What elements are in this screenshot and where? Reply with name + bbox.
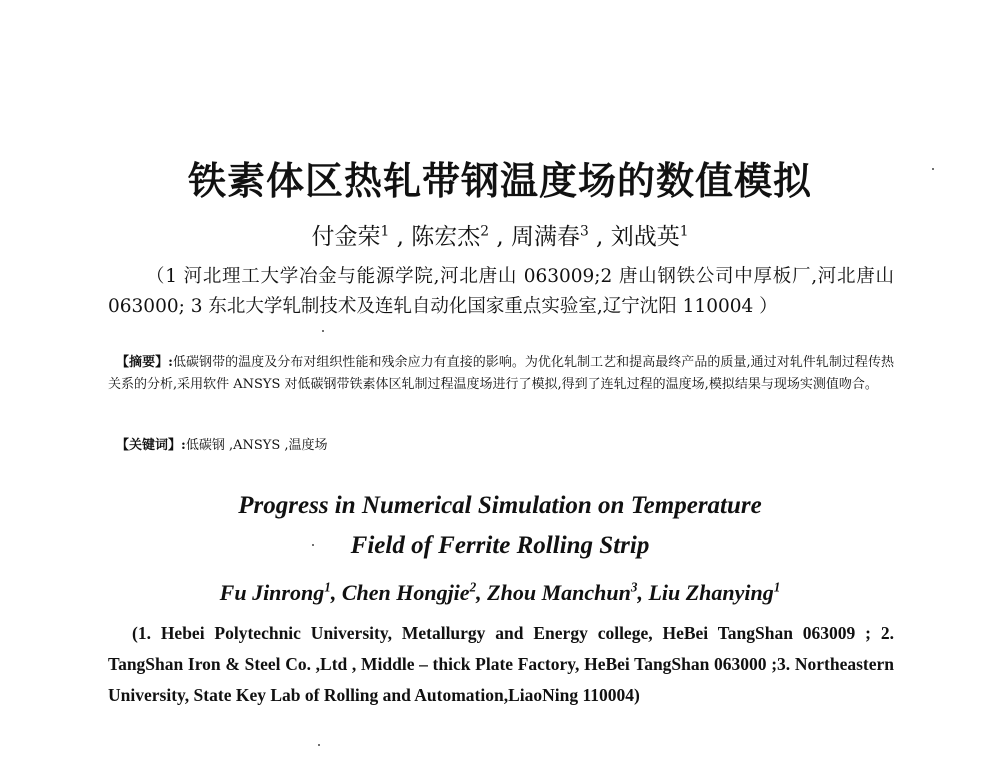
author-separator: ,: [637, 580, 649, 605]
chinese-authors: [0, 218, 1000, 251]
english-title: [0, 486, 1000, 566]
chinese-keywords: [116, 435, 896, 457]
keywords-label: 【关键词】:: [116, 438, 186, 453]
author-en: [648, 580, 780, 605]
author-affil-mark: 2: [480, 223, 490, 240]
author-cn: [511, 224, 589, 250]
scan-speck: [932, 168, 934, 170]
author-name: 周满春: [510, 224, 580, 250]
author-name: Chen Hongjie: [341, 580, 470, 605]
chinese-abstract: [108, 352, 894, 396]
author-affil-mark: 3: [579, 223, 589, 240]
author-name: 付金荣: [311, 224, 381, 250]
author-en: [342, 580, 476, 605]
author-affil-mark: 1: [773, 579, 781, 595]
author-en: [220, 580, 331, 605]
author-cn: [312, 224, 390, 250]
abstract-text: 低碳钢带的温度及分布对组织性能和残余应力有直接的影响。为优化轧制工艺和提高最终产品的质量,通过对轧件轧制过程传热关系的分析,采用软件 ANSYS 对低碳钢带铁素体区轧制过程温度场进行了模拟,得到了连轧过程的温度场,模拟结果与现场实测值吻合。: [108, 355, 894, 392]
author-name: Liu Zhanying: [648, 580, 774, 605]
english-title-line: Progress in Numerical Simulation on Temperature: [238, 492, 762, 519]
author-affil-mark: 1: [324, 579, 331, 595]
chinese-affiliations: （1 河北理工大学冶金与能源学院,河北唐山 063009;2 唐山钢铁公司中厚板厂,河北唐山 063000; 3 东北大学轧制技术及连轧自动化国家重点实验室,辽宁沈阳 110004 ）: [108, 266, 894, 317]
scan-speck: [312, 544, 314, 546]
author-cn: [611, 224, 689, 250]
author-affil-mark: 2: [469, 579, 477, 595]
author-separator: ,: [330, 580, 342, 605]
scan-speck: [322, 330, 324, 332]
author-separator: ,: [389, 224, 412, 250]
author-affil-mark: 3: [630, 579, 638, 595]
chinese-title: 铁素体区热轧带钢温度场的数值模拟: [187, 158, 812, 203]
scan-speck: [318, 744, 320, 746]
author-name: 陈宏杰: [411, 224, 481, 250]
author-name: Fu Jinrong: [219, 580, 325, 605]
abstract-label: 【摘要】:: [116, 355, 173, 370]
author-en: [487, 580, 637, 605]
author-affil-mark: 1: [380, 223, 390, 240]
author-cn: [411, 224, 489, 250]
author-affil-mark: 1: [679, 223, 689, 240]
english-title-line: Field of Ferrite Rolling Strip: [350, 532, 650, 559]
author-name: Zhou Manchun: [487, 580, 631, 605]
author-separator: ,: [489, 224, 511, 250]
author-separator: ,: [588, 224, 611, 250]
keywords-text: 低碳钢 ,ANSYS ,温度场: [185, 438, 328, 453]
english-authors: [0, 580, 1000, 606]
author-separator: ,: [476, 580, 488, 605]
author-name: 刘战英: [610, 224, 680, 250]
english-affiliations: (1. Hebei Polytechnic University, Metallurgy and Energy college, HeBei TangShan 063009 ; 2. TangShan Iron & Steel Co. ,Ltd , Middle – thick Plate Factory, HeBei TangShan 063000 ;3. Northeastern University, State Key Lab of Rolling and Automation,LiaoNing 110004): [108, 623, 894, 705]
